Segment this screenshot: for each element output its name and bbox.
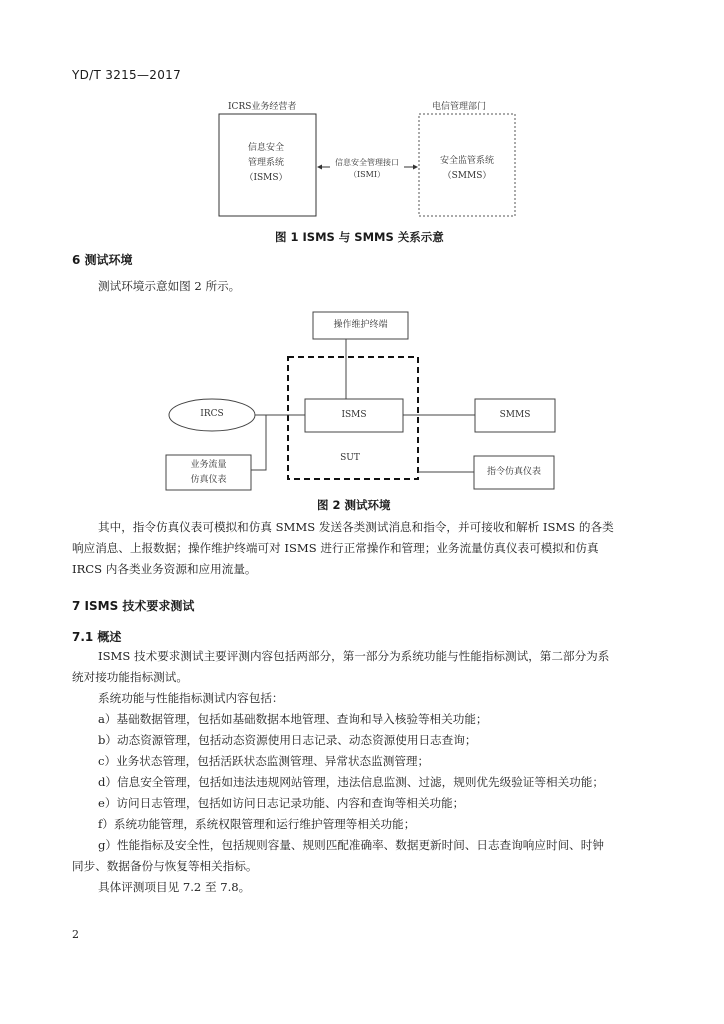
list-item: a）基础数据管理，包括如基础数据本地管理、查询和导入核验等相关功能； — [98, 712, 488, 726]
ircs-label: IRCS — [200, 409, 224, 419]
smms-box-text: 安全监管系统 （SMMS） — [439, 156, 494, 181]
list-item: g）性能指标及安全性，包括规则容量、规则匹配准确率、数据更新时间、日志查询响应时间、时钟 — [98, 838, 604, 852]
fig1-right-title: 电信管理部门 — [432, 102, 487, 112]
ismi-interface-label: 信息安全管理接口 （ISMI） — [335, 158, 399, 179]
figure1-caption: 图 1 ISMS 与 SMMS 关系示意 — [275, 230, 444, 244]
list-item-g-continuation: 同步、数据备份与恢复等相关指标。 — [72, 859, 258, 873]
sut-label: SUT — [340, 453, 360, 463]
fig2-explanation: 其中，指令仿真仪表可模拟和仿真 SMMS 发送各类测试消息和指令，并可接收和解析 ISMS 的各类 响应消息、上报数据；操作维护终端可对 ISMS 进行正常操作和管理；业务流量仿真仪表可模拟和仿真 IRCS 内各类业务资源和应用流量。 — [72, 520, 614, 576]
section71-heading: 7.1 概述 — [72, 630, 122, 644]
isms-label: ISMS — [341, 410, 367, 420]
list-item: e）访问日志管理，包括如访问日志记录功能、内容和查询等相关功能； — [98, 796, 465, 810]
section6-intro: 测试环境示意如图 2 所示。 — [98, 279, 241, 293]
list-item: b）动态资源管理，包括动态资源使用日志记录、动态资源使用日志查询； — [98, 733, 477, 747]
isms-box-text: 信息安全 管理系统 （ISMS） — [244, 143, 288, 183]
list-item: d）信息安全管理，包括如违法违规网站管理，违法信息监测、过滤，规则优先级验证等相关功能； — [98, 775, 604, 789]
terminal-label: 操作维护终端 — [333, 320, 388, 330]
document-code: YD/T 3215—2017 — [72, 68, 182, 82]
traffic-sim-label: 业务流量 仿真仪表 — [190, 460, 227, 485]
closing-sentence: 具体评测项目见 7.2 至 7.8。 — [98, 880, 251, 894]
section6-heading: 6 测试环境 — [72, 253, 133, 267]
smms-label: SMMS — [499, 410, 531, 420]
page-number: 2 — [72, 928, 79, 941]
list-item: f）系统功能管理，系统权限管理和运行维护管理等相关功能； — [98, 817, 416, 831]
list-item: c）业务状态管理，包括活跃状态监测管理、异常状态监测管理； — [98, 754, 430, 768]
fig1-left-title: ICRS业务经营者 — [228, 102, 297, 112]
section71-para: ISMS 技术要求测试主要评测内容包括两部分，第一部分为系统功能与性能指标测试，第二部分为系 统对接功能指标测试。 — [72, 649, 610, 684]
function-list — [98, 688, 668, 856]
section7-heading: 7 ISMS 技术要求测试 — [72, 599, 195, 613]
figure2-caption: 图 2 测试环境 — [317, 498, 391, 512]
cmd-sim-label: 指令仿真仪表 — [486, 467, 541, 477]
list-intro: 系统功能与性能指标测试内容包括： — [98, 691, 284, 705]
